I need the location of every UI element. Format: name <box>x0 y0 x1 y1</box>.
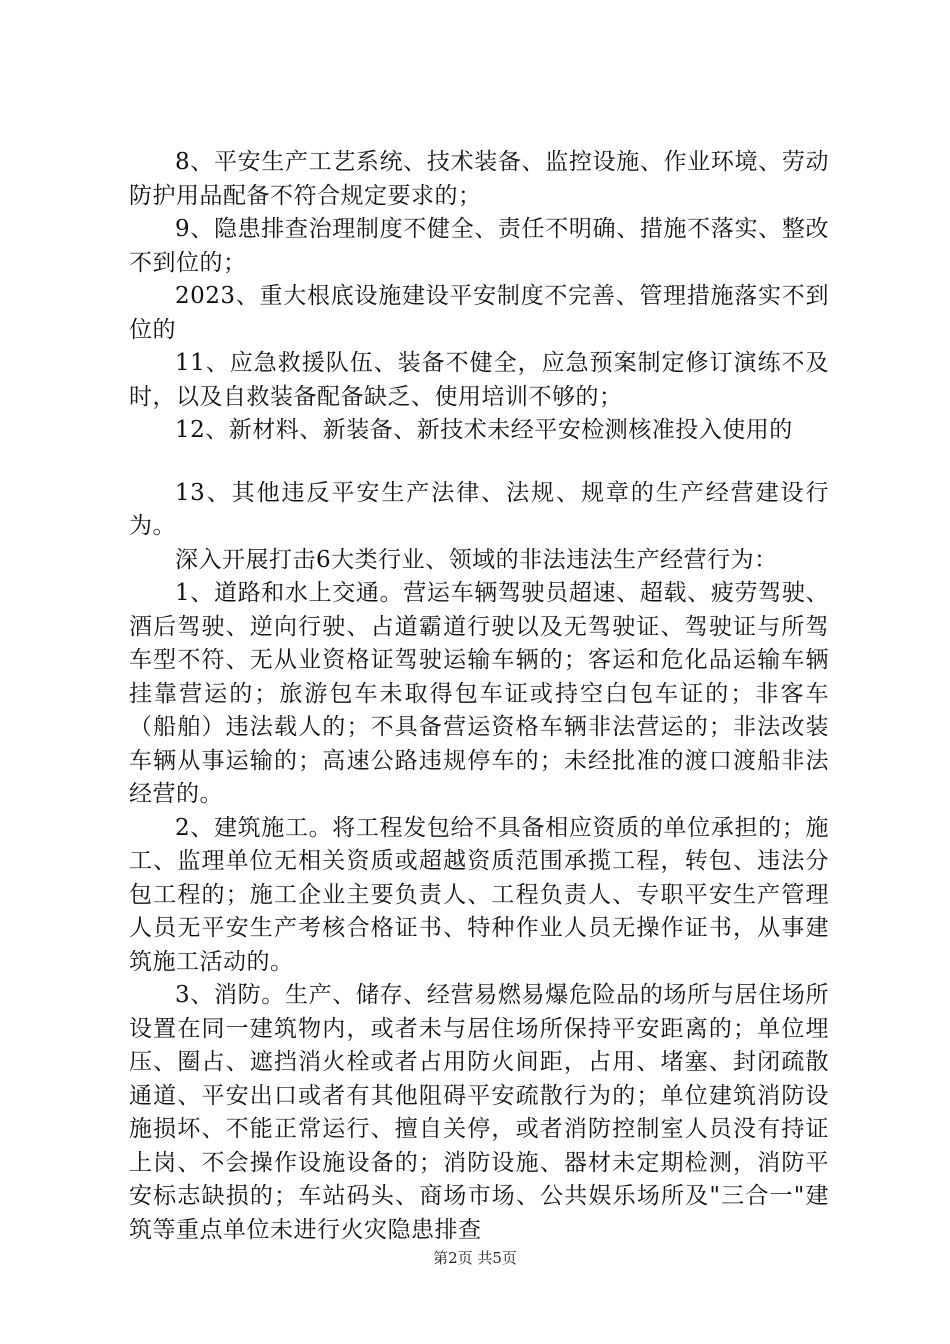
paragraph-construction: 2、建筑施工。将工程发包给不具备相应资质的单位承担的；施工、监理单位无相关资质或超越资质范围承揽工程，转包、违法分包工程的；施工企业主要负责人、工程负责人、专职平安生产管理人员无平安生产考核合格证书、特种作业人员无操作证书，从事建筑施工活动的。 <box>129 814 829 975</box>
paragraph-item-8: 8、平安生产工艺系统、技术装备、监控设施、作业环境、劳动防护用品配备不符合规定要求的； <box>129 149 829 209</box>
paragraph-item-11: 11、应急救援队伍、装备不健全，应急预案制定修订演练不及时，以及自救装备配备缺乏、使用培训不够的； <box>129 350 829 410</box>
document-body <box>129 146 829 1247</box>
paragraph-item-12: 12、新材料、新装备、新技术未经平安检测核准投入使用的 <box>175 417 793 443</box>
paragraph-item-9: 9、隐患排查治理制度不健全、责任不明确、措施不落实、整改不到位的； <box>129 216 829 276</box>
paragraph-fire-safety: 3、消防。生产、储存、经营易燃易爆危险品的场所与居住场所设置在同一建筑物内，或者未与居住场所保持平安距离的；单位埋压、圈占、遮挡消火栓或者占用防火间距，占用、堵塞、封闭疏散通道、平安出口或者有其他阻碍平安疏散行为的；单位建筑消防设施损坏、不能正常运行、擅自关停，或者消防控制室人员没有持证上岗、不会操作设施设备的；消防设施、器材未定期检测，消防平安标志缺损的；车站码头、商场市场、公共娱乐场所及"三合一"建筑等重点单位未进行火灾隐患排查 <box>129 982 829 1243</box>
paragraph-item-10: 2023、重大根底设施建设平安制度不完善、管理措施落实不到位的 <box>129 283 829 343</box>
paragraph-item-13: 13、其他违反平安生产法律、法规、规章的生产经营建设行为。 <box>129 479 829 539</box>
paragraph-road-water-traffic: 1、道路和水上交通。营运车辆驾驶员超速、超载、疲劳驾驶、酒后驾驶、逆向行驶、占道霸道行驶以及无驾驶证、驾驶证与所驾车型不符、无从业资格证驾驶运输车辆的；客运和危化品运输车辆挂靠营运的；旅游包车未取得包车证或持空白包车证的；非客车（船舶）违法载人的；不具备营运资格车辆非法营运的；非法改装车辆从事运输的；高速公路违规停车的；未经批准的渡口渡船非法经营的。 <box>129 580 829 807</box>
page-number-footer: 第2页 共5页 <box>433 1249 517 1267</box>
section-intro: 深入开展打击6大类行业、领域的非法违法生产经营行为： <box>175 546 778 573</box>
